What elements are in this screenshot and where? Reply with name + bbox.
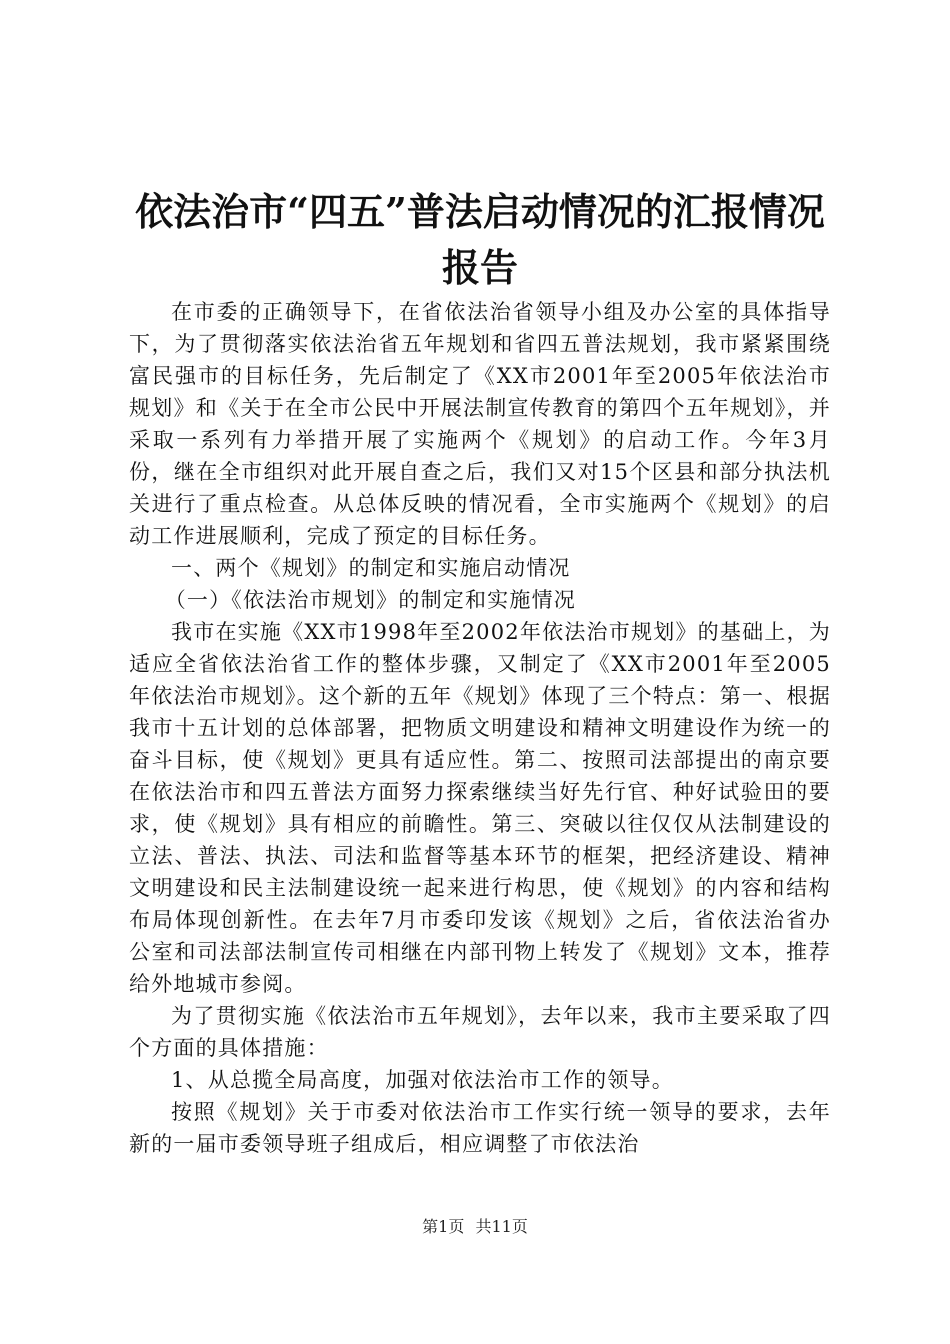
intro-paragraph: 在市委的正确领导下，在省依法治省领导小组及办公室的具体指导下，为了贯彻落实依法治省五年规划和省四五普法规划，我市紧紧围绕富民强市的目标任务，先后制定了《XX市2001年至2005年依法治市规划》和《关于在全市公民中开展法制宣传教育的第四个五年规划》，并采取一系列有力举措开展了实施两个《规划》的启动工作。今年3月份，继在全市组织对此开展自查之后，我们又对15个区县和部分执法机关进行了重点检查。从总体反映的情况看，全市实施两个《规划》的启动工作进展顺利，完成了预定的目标任务。 (129, 300, 831, 548)
page-number: 第1页 (422, 1217, 465, 1236)
measure-1-heading: 1、从总揽全局高度，加强对依法治市工作的领导。 (171, 1068, 674, 1092)
document-body (129, 296, 831, 1160)
subsection-heading: （一）《依法治市规划》的制定和实施情况 (164, 588, 576, 612)
section-heading: 一、两个《规划》的制定和实施启动情况 (171, 556, 571, 580)
page-footer (0, 1217, 950, 1237)
plan-description-paragraph: 我市在实施《XX市1998年至2002年依法治市规划》的基础上，为适应全省依法治省工作的整体步骤，又制定了《XX市2001年至2005年依法治市规划》。这个新的五年《规划》体现了三个特点：第一、根据我市十五计划的总体部署，把物质文明建设和精神文明建设作为统一的奋斗目标，使《规划》更具有适应性。第二、按照司法部提出的南京要在依法治市和四五普法方面努力探索继续当好先行官、种好试验田的要求，使《规划》具有相应的前瞻性。第三、突破以往仅仅从法制建设的立法、普法、执法、司法和监督等基本环节的框架，把经济建设、精神文明建设和民主法制建设统一起来进行构思，使《规划》的内容和结构布局体现创新性。在去年7月市委印发该《规划》之后，省依法治省办公室和司法部法制宣传司相继在内部刊物上转发了《规划》文本，推荐给外地城市参阅。 (129, 620, 831, 996)
measure-1-paragraph: 按照《规划》关于市委对依法治市工作实行统一领导的要求，去年新的一届市委领导班子组成后，相应调整了市依法治 (129, 1100, 831, 1156)
measures-intro-paragraph: 为了贯彻实施《依法治市五年规划》，去年以来，我市主要采取了四个方面的具体措施： (129, 1004, 831, 1060)
document-title: 依法治市“四五”普法启动情况的汇报情况报告 (135, 189, 825, 290)
total-pages: 共11页 (475, 1217, 528, 1236)
